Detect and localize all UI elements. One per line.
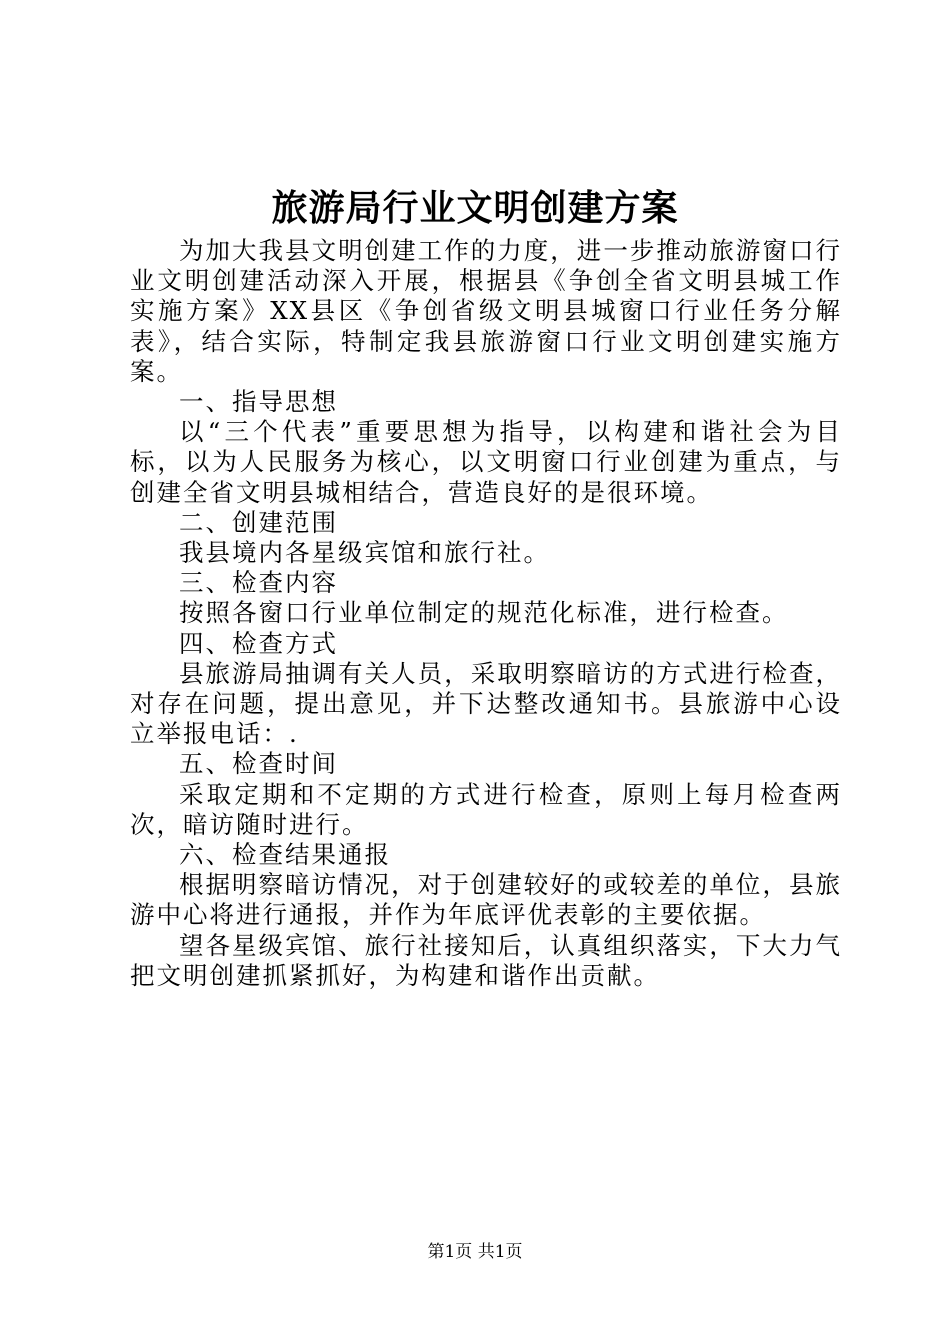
- page-footer: 第1页 共1页: [427, 1242, 523, 1262]
- paragraph-intro: 为加大我县文明创建工作的力度，进一步推动旅游窗口行业文明创建活动深入开展，根据县《争创全省文明县城工作实施方案》XX县区《争创省级文明县城窗口行业任务分解表》，结合实际，特制定我县旅游窗口行业文明创建实施方案。: [130, 236, 842, 386]
- section-heading-scope: 二、创建范围: [179, 507, 338, 537]
- section-heading-inspection-method: 四、检查方式: [179, 628, 338, 658]
- section-heading-inspection-time: 五、检查时间: [179, 749, 338, 779]
- section-heading-inspection-content: 三、检查内容: [179, 568, 338, 598]
- document-body: [130, 236, 842, 991]
- section-heading-guiding-ideology: 一、指导思想: [179, 387, 338, 417]
- paragraph-guiding-ideology: 以“三个代表”重要思想为指导，以构建和谐社会为目标，以为人民服务为核心，以文明窗口行业创建为重点，与创建全省文明县城相结合，营造良好的是很环境。: [130, 417, 842, 507]
- paragraph-inspection-time: 采取定期和不定期的方式进行检查，原则上每月检查两次，暗访随时进行。: [130, 779, 842, 839]
- paragraph-results-notice: 根据明察暗访情况，对于创建较好的或较差的单位，县旅游中心将进行通报，并作为年底评优表彰的主要依据。: [130, 870, 842, 930]
- paragraph-closing: 望各星级宾馆、旅行社接知后，认真组织落实，下大力气把文明创建抓紧抓好，为构建和谐作出贡献。: [130, 930, 842, 990]
- paragraph-scope: 我县境内各星级宾馆和旅行社。: [179, 538, 550, 568]
- document-title: 旅游局行业文明创建方案: [271, 187, 679, 229]
- paragraph-inspection-method: 县旅游局抽调有关人员，采取明察暗访的方式进行检查，对存在问题，提出意见，并下达整改通知书。县旅游中心设立举报电话：.: [130, 658, 842, 749]
- section-heading-results-notice: 六、检查结果通报: [179, 840, 391, 870]
- paragraph-inspection-content: 按照各窗口行业单位制定的规范化标准，进行检查。: [179, 598, 789, 628]
